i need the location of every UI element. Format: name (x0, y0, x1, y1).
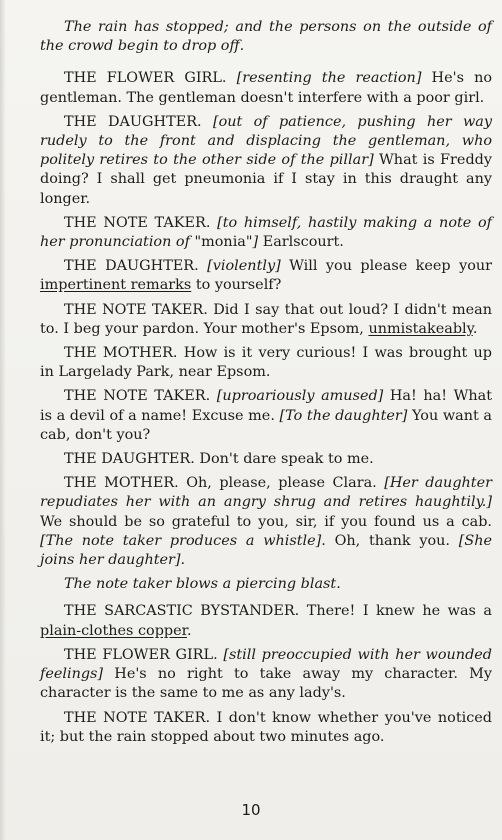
speech-text: "monia" (194, 234, 253, 251)
speech-text: . (186, 622, 192, 639)
speaker-name: THE MOTHER. (64, 345, 178, 362)
stage-direction-inline: [The note taker produces a whistle] (40, 532, 322, 549)
dialogue-paragraph (40, 257, 492, 295)
stage-direction-inline: [still preoccupied with her wounded feelings] (40, 646, 493, 683)
speech-text: Earlscourt. (258, 234, 344, 251)
speaker-name: THE MOTHER. (64, 475, 179, 492)
stage-direction-inline: [violently] (207, 258, 281, 275)
dialogue-paragraph (40, 602, 492, 640)
dialogue-paragraph (40, 646, 492, 704)
speech-text: You want a cab, don't you? (40, 407, 492, 443)
dialogue-paragraph (40, 387, 492, 445)
page-number: 10 (241, 801, 261, 819)
underlined-phrase: unmistakeably (368, 320, 473, 337)
speech-text: Don't dare speak to me. (199, 451, 374, 468)
stage-direction-inline: [to himself, hastily making a note of her pronunciation of (40, 214, 492, 251)
speech-text: . (180, 552, 186, 569)
stage-direction-inline: [resenting the reaction] (236, 70, 422, 87)
speaker-name: THE NOTE TAKER. (64, 709, 211, 726)
stage-direction-inline: [She joins her daughter] (40, 532, 492, 569)
speech-text: What is Freddy doing? I shall get pneumonia if I stay in this draught any longer. (40, 152, 492, 207)
dialogue-paragraph (40, 344, 492, 382)
dialogue-paragraph (40, 709, 492, 747)
underlined-phrase: impertinent remarks (40, 277, 192, 294)
stage-direction-inline: ] (252, 234, 259, 251)
speech-text: I don't know whether you've noticed it; but the rain stopped about two minutes ago. (40, 709, 492, 745)
stage-direction: The note taker blows a piercing blast. (64, 576, 341, 593)
speech-text: We should be so grateful to you, sir, if you found us a cab. (40, 513, 492, 530)
speaker-name: THE NOTE TAKER. (64, 301, 208, 318)
stage-direction-inline: [uproariously amused] (216, 388, 384, 405)
speech-text: . Oh, thank you. (321, 532, 459, 549)
speech-text: He's no gentleman. The gentleman doesn't interfere with a poor girl. (40, 70, 493, 106)
stage-direction-inline: [out of patience, pushing her way rudely to the front and displacing the gentleman, who politely retires to the other side of the pillar] (40, 113, 492, 169)
speech-text: Ha! ha! What is a devil of a name! Excuse me. (40, 388, 492, 424)
speech-text: . (472, 320, 478, 337)
speaker-name: THE FLOWER GIRL. (64, 646, 218, 663)
speaker-name: THE DAUGHTER. (64, 113, 202, 130)
dialogue-paragraph (40, 474, 492, 570)
speaker-name: THE DAUGHTER. (64, 451, 195, 468)
dialogue-paragraph (40, 450, 492, 469)
speech-text: Oh, please, please Clara. (186, 475, 385, 492)
speech-text: Did I say that out loud? I didn't mean to. I beg your pardon. Your mother's Epsom, (40, 301, 493, 337)
speech-text: There! I knew he was a (306, 603, 492, 620)
speech-text: He's no right to take away my character. My character is the same to me as any lady's. (40, 666, 492, 702)
play-text (40, 18, 492, 752)
page-gutter-shadow (0, 0, 6, 840)
speech-text: How is it very curious! I was brought up in Largelady Park, near Epsom. (40, 345, 493, 381)
speaker-name: THE NOTE TAKER. (64, 388, 211, 405)
speaker-name: THE SARCASTIC BYSTANDER. (64, 603, 300, 620)
dialogue-paragraph (40, 69, 492, 107)
speaker-name: THE DAUGHTER. (64, 258, 199, 275)
speech-text: to yourself? (191, 277, 282, 294)
underlined-phrase: plain-clothes copper (40, 622, 187, 639)
dialogue-paragraph (40, 214, 492, 252)
speaker-name: THE FLOWER GIRL. (64, 70, 227, 87)
speaker-name: THE NOTE TAKER. (64, 214, 211, 231)
stage-direction: The rain has stopped; and the persons on the outside of the crowd begin to drop off. (40, 19, 492, 55)
stage-direction-inline: [To the daughter] (279, 407, 408, 424)
dialogue-paragraph (40, 113, 492, 209)
speech-text: Will you please keep your (280, 258, 493, 275)
dialogue-paragraph (40, 301, 492, 339)
stage-direction-inline: [Her daughter repudiates her with an angry shrug and retires haughtily.] (40, 475, 492, 511)
